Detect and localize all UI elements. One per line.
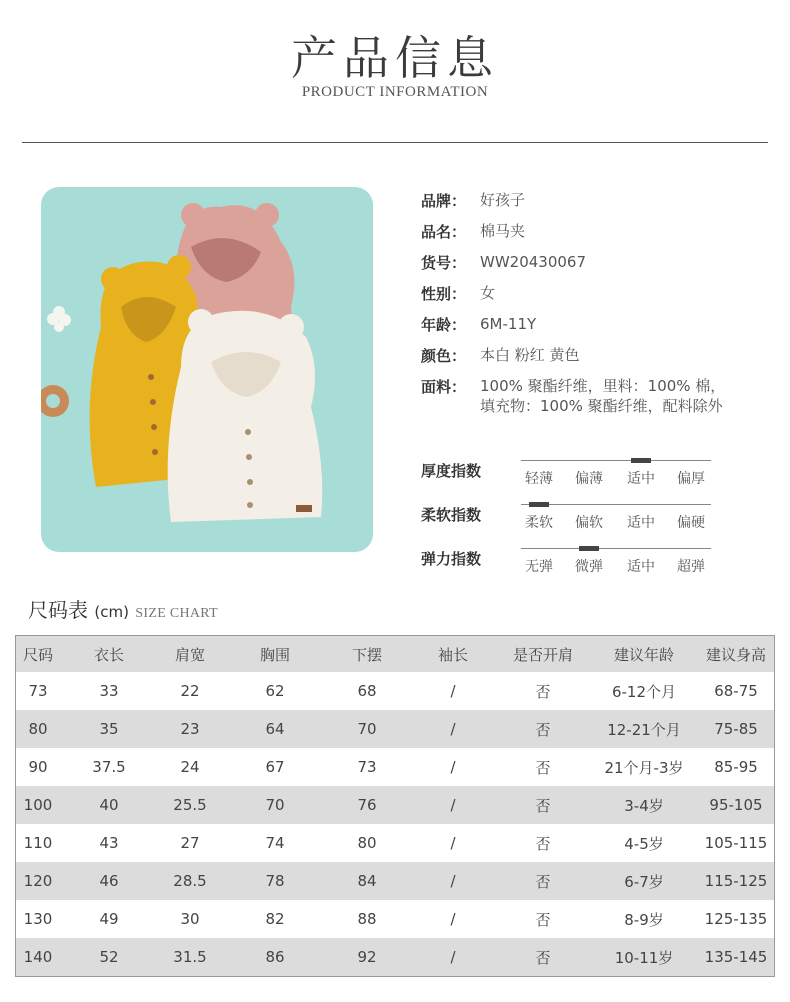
scale-line <box>521 548 711 549</box>
table-cell: 130 <box>23 910 53 928</box>
info-item-number <box>421 252 771 283</box>
info-brand <box>421 190 771 221</box>
table-cell: / <box>450 948 456 966</box>
table-cell: 140 <box>23 948 53 966</box>
table-cell: / <box>450 834 456 852</box>
table-cell: 8-9岁 <box>624 910 664 929</box>
table-cell: / <box>450 872 456 890</box>
table-cell: 88 <box>357 910 377 928</box>
table-cell: 43 <box>99 834 119 852</box>
table-cell: 64 <box>265 720 285 738</box>
info-label: 货号： <box>421 254 467 272</box>
table-cell: 68 <box>357 682 377 700</box>
table-cell: 74 <box>265 834 285 852</box>
scale-label: 柔软指数 <box>421 506 482 524</box>
table-cell: 22 <box>180 682 200 700</box>
scale-option: 无弹 <box>525 559 553 575</box>
table-cell: 4-5岁 <box>624 834 664 853</box>
table-cell: 21个月-3岁 <box>604 758 684 777</box>
table-cell: 100 <box>23 796 53 814</box>
table-cell: 28.5 <box>173 872 207 890</box>
table-cell: 70 <box>265 796 285 814</box>
scale-option: 偏硬 <box>677 515 705 531</box>
table-header-row <box>16 636 774 672</box>
table-header-cell: 下摆 <box>351 645 382 664</box>
info-color <box>421 345 771 376</box>
size-chart-title-cn: 尺码表 <box>28 598 88 622</box>
scale-marker <box>631 458 651 463</box>
table-header-cell: 尺码 <box>22 645 53 664</box>
table-cell: 否 <box>535 948 551 967</box>
scale-line <box>521 504 711 505</box>
info-value: 6M-11Y <box>480 315 537 333</box>
scale-marker <box>579 546 599 551</box>
table-cell: 24 <box>180 758 200 776</box>
size-chart-unit: (cm) <box>94 603 129 621</box>
info-label: 品牌： <box>421 192 467 210</box>
table-cell: 86 <box>265 948 285 966</box>
table-cell: 68-75 <box>714 682 758 700</box>
thickness-scale <box>421 460 721 504</box>
scale-option: 适中 <box>627 471 655 487</box>
table-cell: 70 <box>357 720 377 738</box>
table-row <box>16 710 774 748</box>
scale-option: 适中 <box>627 515 655 531</box>
page-title: 产品信息 <box>291 31 499 85</box>
table-cell: 否 <box>535 910 551 929</box>
info-label: 品名： <box>421 223 467 241</box>
table-header-cell: 是否开肩 <box>512 645 573 664</box>
table-cell: 92 <box>357 948 377 966</box>
table-row <box>16 900 774 938</box>
info-value: 本白 粉红 黄色 <box>480 346 580 364</box>
table-cell: 110 <box>23 834 53 852</box>
table-cell: 否 <box>535 758 551 777</box>
table-header-cell: 建议身高 <box>705 645 766 664</box>
table-cell: 40 <box>99 796 119 814</box>
table-cell: 10-11岁 <box>614 948 674 967</box>
scale-option: 偏厚 <box>677 471 705 487</box>
table-cell: 73 <box>357 758 377 776</box>
scale-option: 偏软 <box>575 515 603 531</box>
table-cell: 78 <box>265 872 285 890</box>
table-row <box>16 862 774 900</box>
scale-option: 柔软 <box>525 515 553 531</box>
table-cell: 84 <box>357 872 377 890</box>
info-age <box>421 314 771 345</box>
info-value: WW20430067 <box>480 253 587 271</box>
info-value-line: 填充物：100% 聚酯纤维，配料除外 <box>480 397 723 415</box>
table-row <box>16 748 774 786</box>
table-cell: 31.5 <box>173 948 207 966</box>
table-cell: 否 <box>535 834 551 853</box>
table-row <box>16 824 774 862</box>
info-label: 年龄： <box>421 316 467 334</box>
table-cell: 85-95 <box>714 758 758 776</box>
table-cell: / <box>450 796 456 814</box>
info-product-name <box>421 221 771 252</box>
table-cell: 95-105 <box>709 796 763 814</box>
table-cell: 73 <box>28 682 48 700</box>
product-photo-illustration <box>41 187 373 552</box>
scale-label: 厚度指数 <box>421 462 482 480</box>
size-chart-title-en: SIZE CHART <box>135 606 218 621</box>
table-row <box>16 938 774 976</box>
table-row <box>16 786 774 824</box>
info-value: 棉马夹 <box>480 222 526 240</box>
table-cell: 80 <box>28 720 48 738</box>
table-header-cell: 建议年龄 <box>613 645 674 664</box>
scale-line <box>521 460 711 461</box>
elasticity-scale <box>421 548 721 592</box>
table-cell: 115-125 <box>704 872 768 890</box>
info-value-line: 100% 聚酯纤维，里料：100% 棉， <box>480 377 726 395</box>
table-header-cell: 胸围 <box>259 645 290 664</box>
table-cell: 35 <box>99 720 119 738</box>
product-photo <box>41 187 373 552</box>
page-subtitle: PRODUCT INFORMATION <box>301 84 489 100</box>
info-label: 颜色： <box>421 347 467 365</box>
table-cell: 67 <box>265 758 285 776</box>
table-cell: 37.5 <box>92 758 126 776</box>
softness-scale <box>421 504 721 548</box>
table-cell: 否 <box>535 872 551 891</box>
info-label: 性别： <box>421 285 467 303</box>
table-cell: 6-12个月 <box>611 682 677 701</box>
table-cell: 46 <box>99 872 119 890</box>
table-cell: / <box>450 720 456 738</box>
info-value: 女 <box>480 284 496 302</box>
table-cell: 49 <box>99 910 119 928</box>
table-header-cell: 肩宽 <box>174 645 205 664</box>
table-header-cell: 衣长 <box>93 645 124 664</box>
table-cell: / <box>450 910 456 928</box>
table-cell: 23 <box>180 720 200 738</box>
info-value: 好孩子 <box>480 191 526 209</box>
table-cell: 75-85 <box>714 720 758 738</box>
table-cell: 76 <box>357 796 377 814</box>
table-cell: 105-115 <box>704 834 768 852</box>
table-cell: / <box>450 682 456 700</box>
table-row <box>16 672 774 710</box>
scale-option: 偏薄 <box>575 471 603 487</box>
scale-marker <box>529 502 549 507</box>
table-cell: 3-4岁 <box>624 796 664 815</box>
divider <box>22 142 768 143</box>
table-cell: 27 <box>180 834 200 852</box>
scale-option: 微弹 <box>575 559 603 575</box>
table-cell: 135-145 <box>704 948 768 966</box>
table-cell: 125-135 <box>704 910 768 928</box>
table-header-cell: 袖长 <box>437 645 468 664</box>
info-value <box>480 376 725 416</box>
table-cell: 80 <box>357 834 377 852</box>
info-material <box>421 376 771 426</box>
table-cell: 30 <box>180 910 200 928</box>
table-cell: 否 <box>535 720 551 739</box>
scale-option: 超弹 <box>677 559 705 575</box>
info-label: 面料： <box>421 378 467 396</box>
table-cell: 25.5 <box>173 796 207 814</box>
table-cell: 12-21个月 <box>607 720 681 739</box>
scale-option: 轻薄 <box>525 471 553 487</box>
size-chart-title <box>28 594 218 623</box>
table-cell: 6-7岁 <box>624 872 664 891</box>
table-cell: 52 <box>99 948 119 966</box>
table-cell: 否 <box>535 682 551 701</box>
table-cell: 否 <box>535 796 551 815</box>
table-cell: 90 <box>28 758 48 776</box>
info-gender <box>421 283 771 314</box>
table-cell: / <box>450 758 456 776</box>
table-cell: 120 <box>23 872 53 890</box>
table-cell: 82 <box>265 910 285 928</box>
table-cell: 33 <box>99 682 119 700</box>
size-chart-table <box>15 635 775 977</box>
scale-option: 适中 <box>627 559 655 575</box>
product-info <box>421 190 771 426</box>
scale-label: 弹力指数 <box>421 550 482 568</box>
table-cell: 62 <box>265 682 285 700</box>
